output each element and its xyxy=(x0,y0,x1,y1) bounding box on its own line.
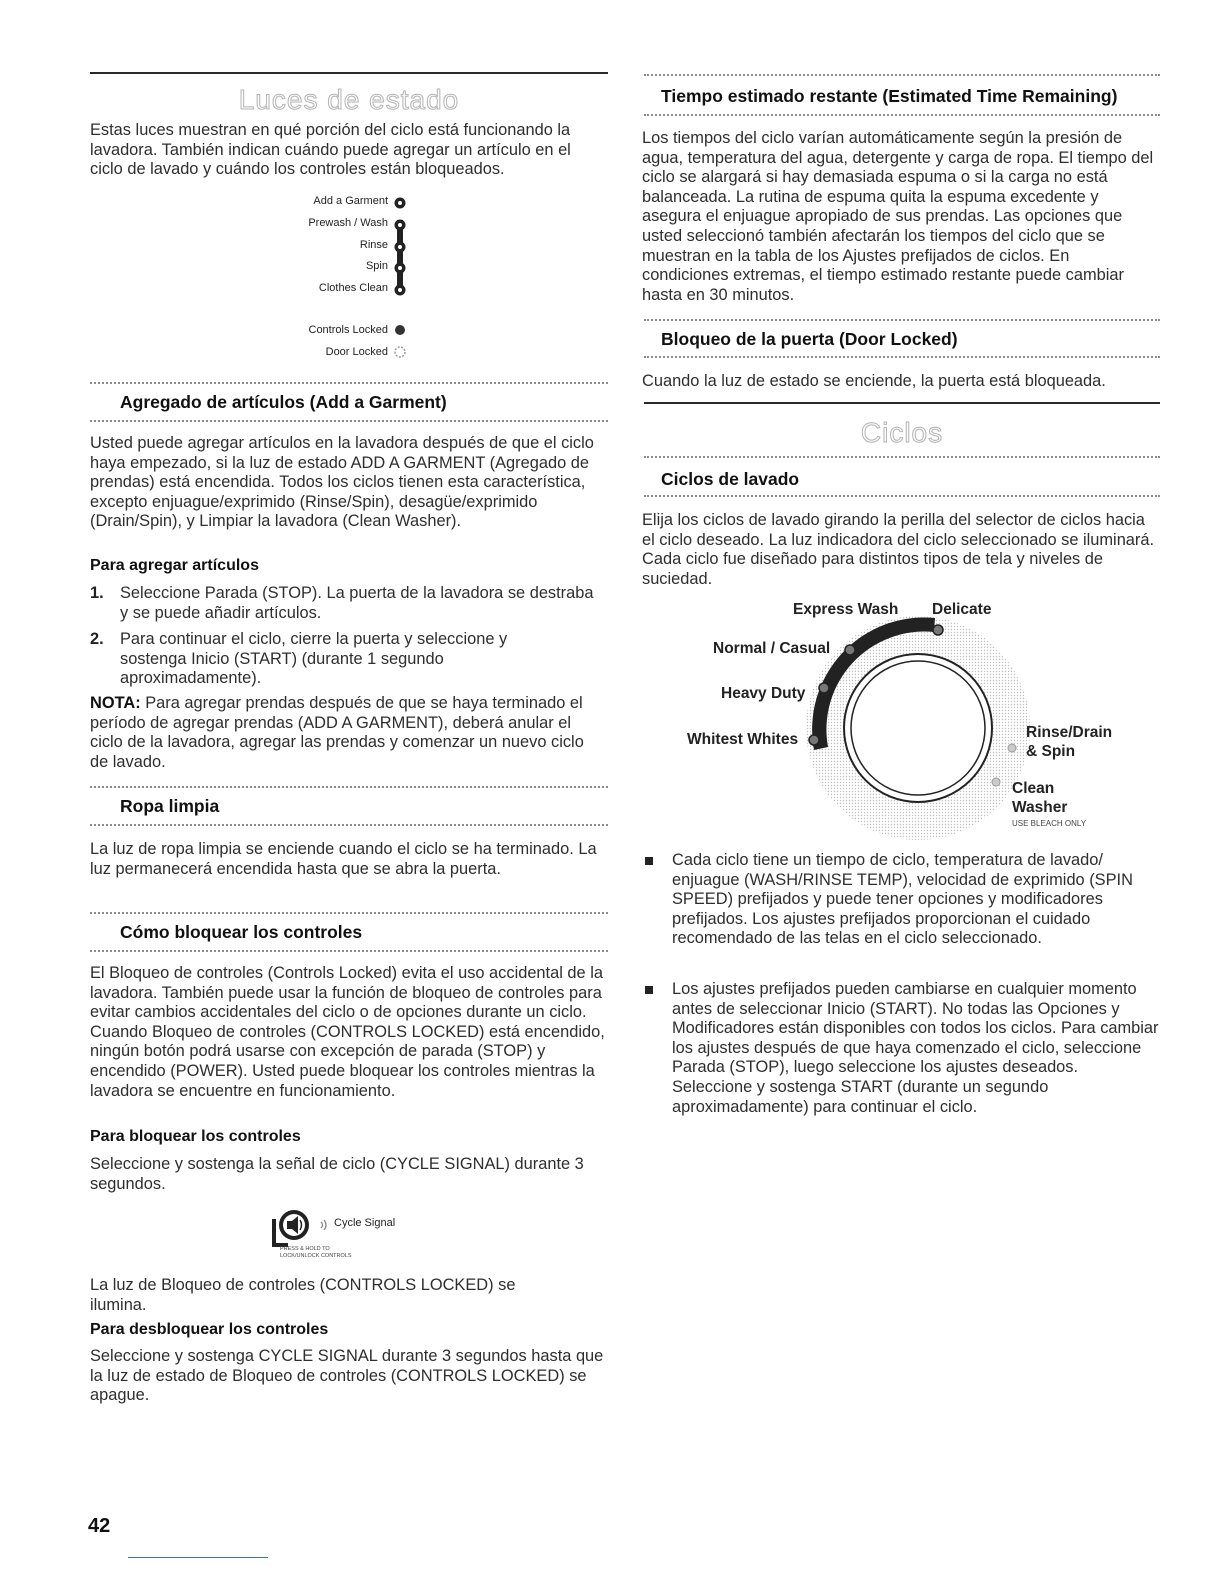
page-number: 42 xyxy=(88,1515,111,1537)
divider xyxy=(90,786,608,788)
status-lights-intro: Estas luces muestran en qué porción del ciclo está funcionando la lavadora. También indican cuándo puede agregar un artículo en el ciclo de lavado y cuándo los controles están bloqueados. xyxy=(90,121,571,179)
footer-underline xyxy=(128,1557,268,1558)
lock-controls-text: El Bloqueo de controles (Controls Locked) evita el uso accidental de la lavadora. También puede usar la función de bloqueo de controles para evitar cambios accidentales del ciclo o de opciones durante un ciclo. Cuando Bloqueo de controles (CONTROLS LOCKED) está encendido, ningún botón podrá usarse con excepción de parada (STOP) y encendido (POWER). Usted puede bloquear los controles mientras la lavadora se encuentre en funcionamiento. xyxy=(90,964,605,1100)
top-rule-left xyxy=(90,72,608,74)
step-number: 2. xyxy=(90,630,104,648)
subheading-unlock: Para desbloquear los controles xyxy=(90,1321,329,1338)
lock-instructions: Seleccione y sostenga la señal de ciclo (CYCLE SIGNAL) durante 3 segundos. xyxy=(90,1155,584,1193)
status-light-label: Prewash / Wash xyxy=(308,217,388,229)
dial-label-bleach-only: USE BLEACH ONLY xyxy=(1012,819,1087,828)
subheading-add-items: Para agregar artículos xyxy=(90,557,259,574)
door-locked-text: Cuando la luz de estado se enciende, la puerta está bloqueada. xyxy=(642,372,1106,390)
divider xyxy=(644,74,1160,76)
subheading-lock: Para bloquear los controles xyxy=(90,1128,301,1145)
divider xyxy=(90,382,608,384)
divider xyxy=(644,319,1160,321)
dial-label-clean: Clean xyxy=(1012,780,1055,797)
section-title-cycles: Ciclos xyxy=(860,417,944,448)
heading-wash-cycles: Ciclos de lavado xyxy=(661,469,800,489)
section-title-status-lights: Luces de estado xyxy=(238,84,460,115)
clean-clothes-text: La luz de ropa limpia se enciende cuando el ciclo se ha terminado. La luz permanecerá encendida hasta que se abra la puerta. xyxy=(90,840,597,878)
step-text: Seleccione Parada (STOP). La puerta de la lavadora se destraba y se puede añadir artículos. xyxy=(120,584,594,622)
door-locked-label: Door Locked xyxy=(325,346,388,358)
cycle-signal-label: Cycle Signal xyxy=(334,1217,396,1229)
heading-add-garment: Agregado de artículos (Add a Garment) xyxy=(120,392,447,412)
time-remaining-text: Los tiempos del ciclo varían automáticamente según la presión de agua, temperatura del agua, detergente y carga de ropa. El tiempo del ciclo se alargará si hay demasiada espuma o si la carga no está balanceada. La rutina de espuma quita la espuma excedente y asegura el enjuague apropiado de sus prendas. Las opciones que usted seleccionó también afectarán los tiempos del ciclo que se muestran en la tabla de los Ajustes prefijados de ciclos. En condiciones extremas, el tiempo estimado restante puede cambiar hasta en 30 minutos. xyxy=(642,129,1154,304)
status-light-label: Rinse xyxy=(359,239,388,251)
status-light-label: Add a Garment xyxy=(313,195,388,207)
status-light-label: Spin xyxy=(365,260,388,272)
note xyxy=(90,694,605,772)
heading-door-locked: Bloqueo de la puerta (Door Locked) xyxy=(661,329,958,349)
section-rule xyxy=(644,402,1160,404)
wash-cycles-text: Elija los ciclos de lavado girando la perilla del selector de ciclos hacia el ciclo deseado. La luz indicadora del ciclo seleccionado se iluminará. Cada ciclo fue diseñado para distintos tipos de tela y niveles de suciedad. xyxy=(642,511,1155,588)
bullet-marker xyxy=(645,986,653,994)
unlock-instructions: Seleccione y sostenga CYCLE SIGNAL durante 3 segundos hasta que la luz de estado de Bloqueo de controles (CONTROLS LOCKED) se apague. xyxy=(90,1347,604,1405)
dial-label-express-wash: Express Wash xyxy=(793,601,899,618)
dial-label-rinse-drain: Rinse/Drain xyxy=(1026,724,1113,741)
lock-light-text: La luz de Bloqueo de controles (CONTROLS LOCKED) se ilumina. xyxy=(90,1276,516,1314)
step-number: 1. xyxy=(90,584,104,602)
lock-lights-icons xyxy=(390,322,410,362)
divider xyxy=(90,912,608,914)
divider xyxy=(644,356,1160,358)
divider xyxy=(644,114,1160,116)
heading-time-remaining: Tiempo estimado restante (Estimated Time Remaining) xyxy=(661,86,1118,106)
note-label: NOTA: xyxy=(90,694,141,712)
dial-label-heavy-duty: Heavy Duty xyxy=(721,685,806,702)
dial-label-normal-casual: Normal / Casual xyxy=(713,640,831,657)
note-text: Para agregar prendas después de que se haya terminado el período de agregar prendas (ADD A GARMENT), deberá anular el ciclo de la lavadora, agregar las prendas y comenzar un nuevo ciclo de lavado. xyxy=(90,694,584,771)
bullet-text: Los ajustes prefijados pueden cambiarse en cualquier momento antes de seleccionar Inicio (START). No todas las Opciones y Modificadores están disponibles con todos los ciclos. Para cambiar los ajustes después de que haya comenzado el ciclo, seleccione Parada (STOP), luego seleccione los ajustes deseados. Seleccione y sostenga START (durante un segundo aproximadamente) para continuar el ciclo. xyxy=(672,980,1159,1116)
bullet-marker xyxy=(645,857,653,865)
status-lights-panel xyxy=(240,190,410,365)
dial-label-whitest-whites: Whitest Whites xyxy=(687,731,799,748)
heading-clean-clothes: Ropa limpia xyxy=(120,796,220,816)
heading-lock-controls: Cómo bloquear los controles xyxy=(120,922,363,942)
divider xyxy=(90,950,608,952)
step-text: Para continuar el ciclo, cierre la puerta y seleccione y sostenga Inicio (START) (durante 1 segundo aproximadamente). xyxy=(120,630,508,688)
divider xyxy=(90,420,608,422)
dial-label-washer: Washer xyxy=(1012,799,1068,816)
bullet-text: Cada ciclo tiene un tiempo de ciclo, temperatura de lavado/ enjuague (WASH/RINSE TEMP), velocidad de exprimido (SPIN SPEED) prefijados y puede tener opciones y modificadores prefijados. Los ajustes prefijados proporcionan el cuidado recomendado de las telas en el ciclo seleccionado. xyxy=(672,851,1133,948)
divider xyxy=(644,456,1160,458)
add-garment-text: Usted puede agregar artículos en la lavadora después de que el ciclo haya empezado, si la luz de estado ADD A GARMENT (Agregado de prendas) está encendida. Todos los ciclos tienen esta característica, excepto enjuague/exprimido (Rinse/Spin), desagüe/exprimido (Drain/Spin), y Limpiar la lavadora (Clean Washer). xyxy=(90,434,594,531)
dial-label-delicate: Delicate xyxy=(932,601,992,618)
dial-label-and-spin: & Spin xyxy=(1026,743,1076,760)
cycle-signal-button-graphic xyxy=(270,1205,420,1265)
cycle-signal-caption: PRESS & HOLD TO LOCK/UNLOCK CONTROLS xyxy=(280,1246,352,1259)
divider xyxy=(644,495,1160,497)
signal-icon xyxy=(318,1218,332,1232)
divider xyxy=(90,824,608,826)
status-light-label: Clothes Clean xyxy=(318,282,388,294)
speaker-icon xyxy=(270,1205,314,1249)
controls-locked-label: Controls Locked xyxy=(308,324,388,336)
status-lights-track xyxy=(390,192,410,302)
